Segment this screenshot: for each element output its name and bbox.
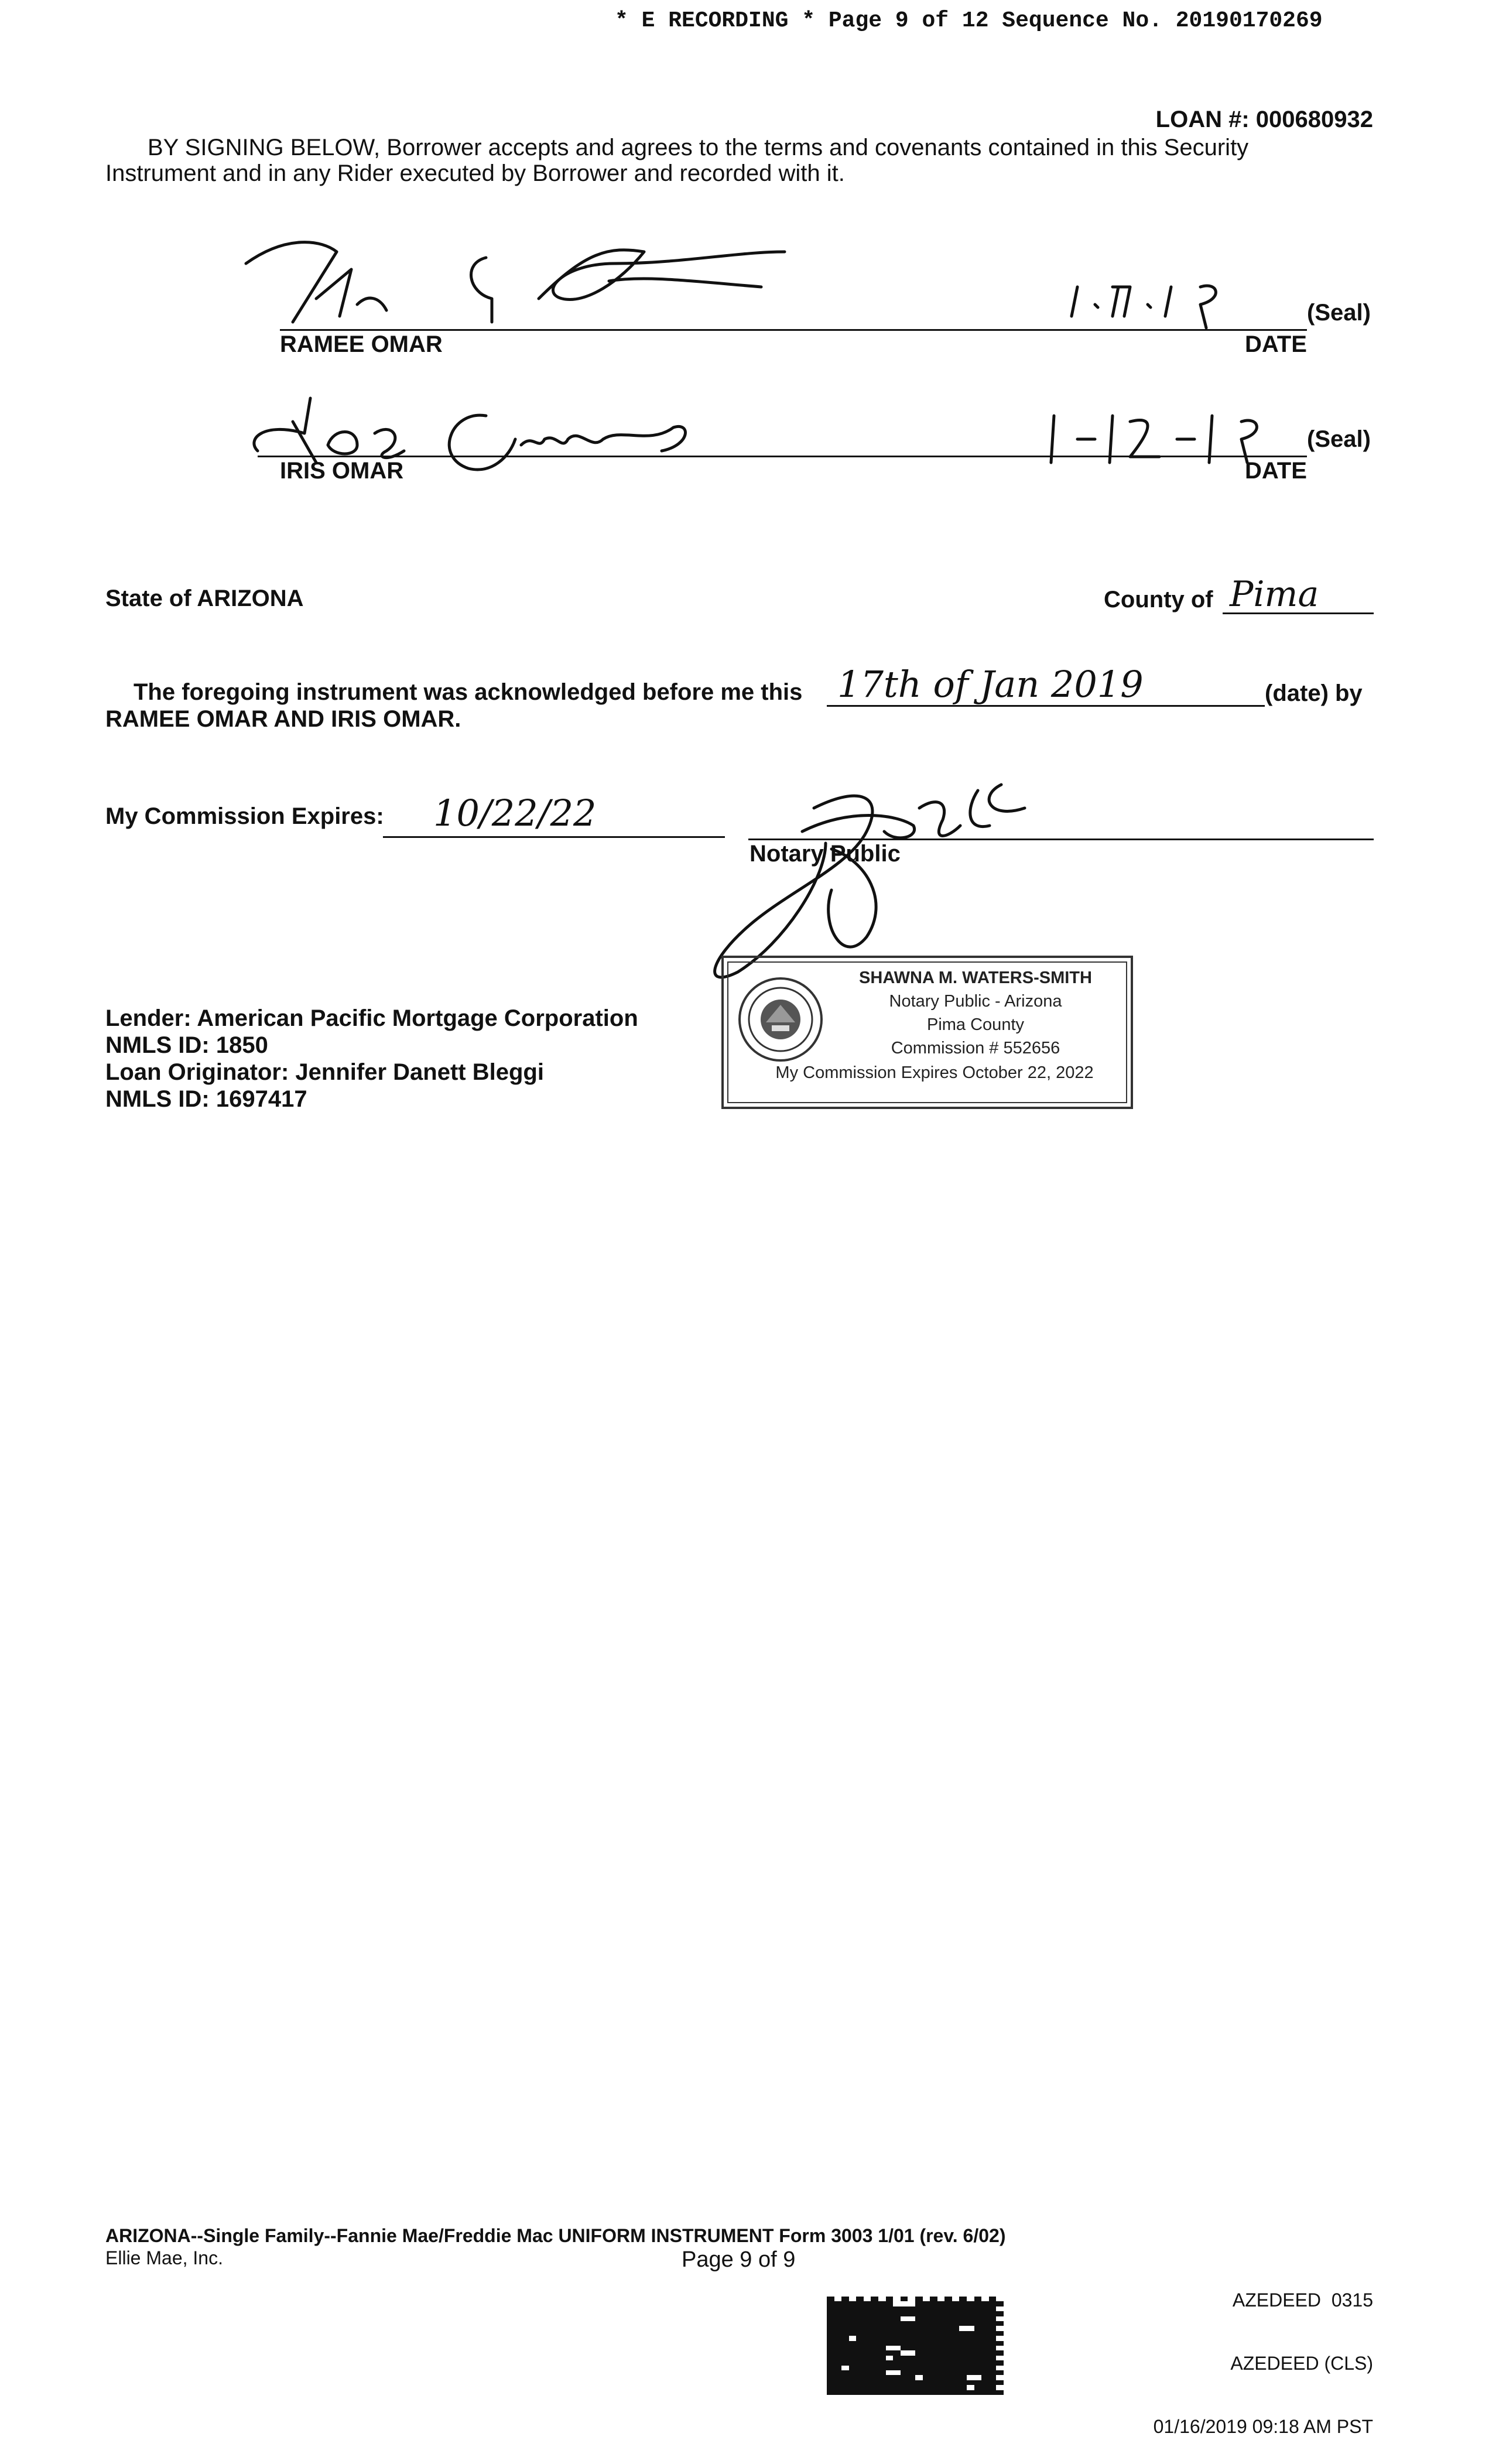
stamp-county: Pima County <box>926 1015 1024 1034</box>
borrower-2-name: IRIS OMAR <box>280 458 404 484</box>
footer-codes <box>1154 2247 1373 2458</box>
loan-number: LOAN #: 000680932 <box>1155 107 1373 132</box>
intro-line-2: Instrument and in any Rider executed by Borrower and recorded with it. <box>105 160 845 186</box>
recording-header: * E RECORDING * Page 9 of 12 Sequence No. 20190170269 <box>615 8 1323 33</box>
acknowledged-parties: RAMEE OMAR AND IRIS OMAR. <box>105 706 461 732</box>
originator-nmls: NMLS ID: 1697417 <box>105 1086 307 1112</box>
borrower-1-date-label: DATE <box>1245 331 1307 357</box>
county-handwritten: Pima <box>1230 574 1319 615</box>
footer-page-number: Page 9 of 9 <box>682 2247 796 2272</box>
document-barcode <box>827 2297 1004 2395</box>
commission-handwritten: 10/22/22 <box>433 792 597 834</box>
acknowledged-date-handwritten: 17th of Jan 2019 <box>837 663 1144 706</box>
lender-nmls: NMLS ID: 1850 <box>105 1032 268 1058</box>
footer-timestamp: 01/16/2019 09:18 AM PST <box>1153 2416 1373 2437</box>
footer-code-2: AZEDEED (CLS) <box>1230 2353 1373 2374</box>
state-label: State of ARIZONA <box>105 586 304 611</box>
borrower-1-seal: (Seal) <box>1307 300 1371 326</box>
borrower-2-handwritten-date-glyphs <box>1042 410 1276 468</box>
acknowledged-date-line <box>827 705 1265 707</box>
acknowledged-text: The foregoing instrument was acknowledged before me this <box>134 679 803 705</box>
stamp-commission: Commission # 552656 <box>891 1039 1060 1058</box>
lender-block <box>105 1005 638 1113</box>
borrower-1-signature <box>234 228 796 334</box>
date-by-label: (date) by <box>1265 680 1363 706</box>
borrower-1-handwritten-date-glyphs <box>1066 275 1253 334</box>
borrower-2-seal: (Seal) <box>1307 426 1371 452</box>
stamp-title: Notary Public - Arizona <box>889 992 1062 1011</box>
borrower-2-date-label: DATE <box>1245 458 1307 484</box>
county-label: County of <box>1104 587 1213 612</box>
notary-stamp <box>721 956 1133 1109</box>
borrower-1-signature-line <box>280 329 1307 331</box>
footer-form-line: ARIZONA--Single Family--Fannie Mae/Freddie Mac UNIFORM INSTRUMENT Form 3003 1/01 (rev. 6/02) <box>105 2225 1006 2246</box>
borrower-1-handwritten-date <box>1066 275 1067 276</box>
stamp-expiration: My Commission Expires October 22, 2022 <box>775 1063 1094 1082</box>
footer-code-1: AZEDEED 0315 <box>1232 2290 1373 2311</box>
notary-label: Notary Public <box>750 841 901 867</box>
stamp-notary-name: SHAWNA M. WATERS-SMITH <box>859 969 1092 987</box>
borrower-2-signature-line <box>258 456 1307 457</box>
originator-name: Loan Originator: Jennifer Danett Bleggi <box>105 1059 544 1085</box>
commission-label: My Commission Expires: <box>105 803 384 829</box>
footer-company: Ellie Mae, Inc. <box>105 2247 223 2268</box>
borrower-1-name: RAMEE OMAR <box>280 331 443 357</box>
lender-name: Lender: American Pacific Mortgage Corporation <box>105 1005 638 1031</box>
county-line <box>1223 612 1374 614</box>
intro-line-1: BY SIGNING BELOW, Borrower accepts and agrees to the terms and covenants contained in this Security <box>148 135 1249 160</box>
